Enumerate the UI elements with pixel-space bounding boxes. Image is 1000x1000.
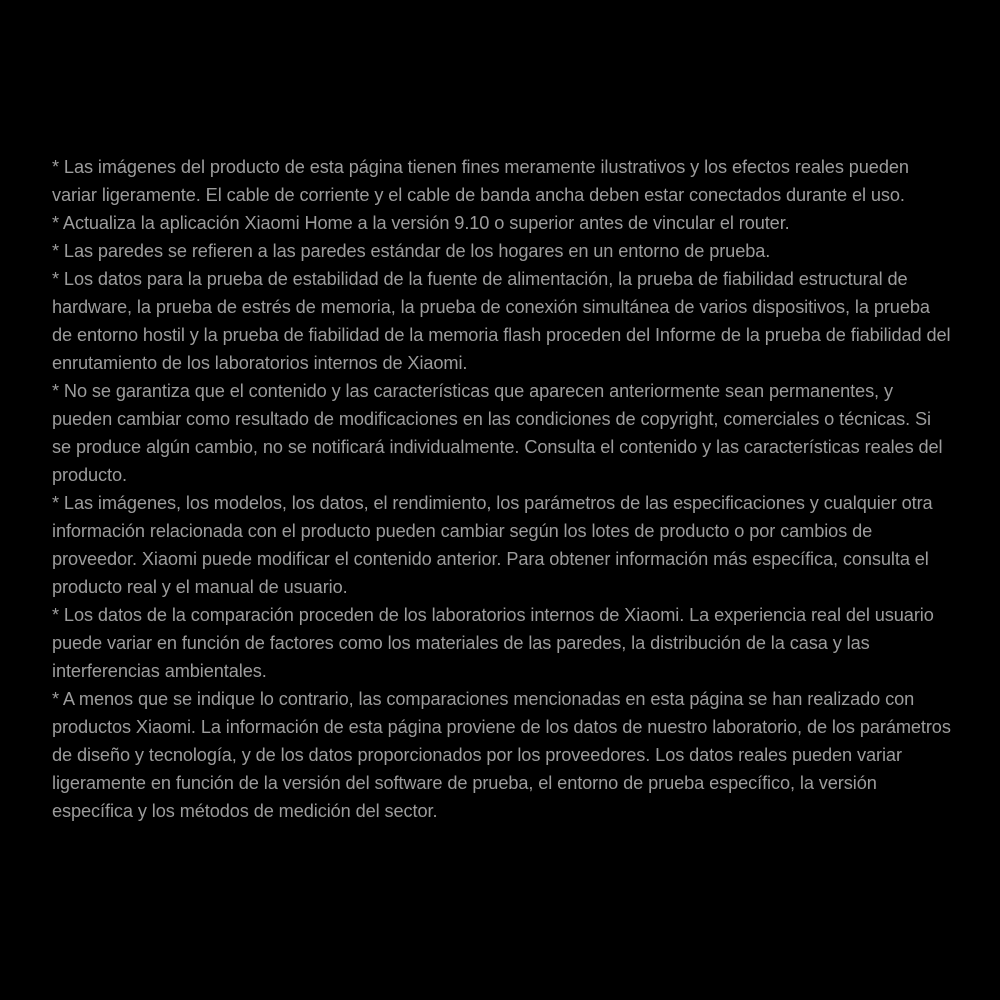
disclaimer-notes	[52, 153, 952, 825]
disclaimer-content-changes: * No se garantiza que el contenido y las características que aparecen anteriormente sean permanentes, y pueden cambiar como resultado de modificaciones en las condiciones de copyright, comerciales o técnicas. Si se produce algún cambio, no se notificará individualmente. Consulta el contenido y las características reales del producto.	[52, 381, 943, 485]
disclaimer-product-info-changes: * Las imágenes, los modelos, los datos, el rendimiento, los parámetros de las especificaciones y cualquier otra información relacionada con el producto pueden cambiar según los lotes de producto o por cambios de proveedor. Xiaomi puede modificar el contenido anterior. Para obtener información más específica, consulta el producto real y el manual de usuario.	[52, 493, 933, 597]
disclaimer-comparison-data: * Los datos de la comparación proceden de los laboratorios internos de Xiaomi. La experiencia real del usuario puede variar en función de factores como los materiales de las paredes, la distribución de la casa y las interferencias ambientales.	[52, 605, 934, 681]
disclaimer-app-update: * Actualiza la aplicación Xiaomi Home a la versión 9.10 o superior antes de vincular el router.	[52, 213, 790, 233]
disclaimer-illustrative-images: * Las imágenes del producto de esta página tienen fines meramente ilustrativos y los efectos reales pueden variar ligeramente. El cable de corriente y el cable de banda ancha deben estar conectados durante el uso.	[52, 157, 909, 205]
disclaimer-walls: * Las paredes se refieren a las paredes estándar de los hogares en un entorno de prueba.	[52, 241, 771, 261]
disclaimer-reliability-tests: * Los datos para la prueba de estabilidad de la fuente de alimentación, la prueba de fiabilidad estructural de hardware, la prueba de estrés de memoria, la prueba de conexión simultánea de varios dispositivos, la prueba de entorno hostil y la prueba de fiabilidad de la memoria flash proceden del Informe de la prueba de fiabilidad del enrutamiento de los laboratorios internos de Xiaomi.	[52, 269, 951, 373]
disclaimer-comparison-sources: * A menos que se indique lo contrario, las comparaciones mencionadas en esta página se han realizado con productos Xiaomi. La información de esta página proviene de los datos de nuestro laboratorio, de los parámetros de diseño y tecnología, y de los datos proporcionados por los proveedores. Los datos reales pueden variar ligeramente en función de la versión del software de prueba, el entorno de prueba específico, la versión específica y los métodos de medición del sector.	[52, 689, 951, 821]
